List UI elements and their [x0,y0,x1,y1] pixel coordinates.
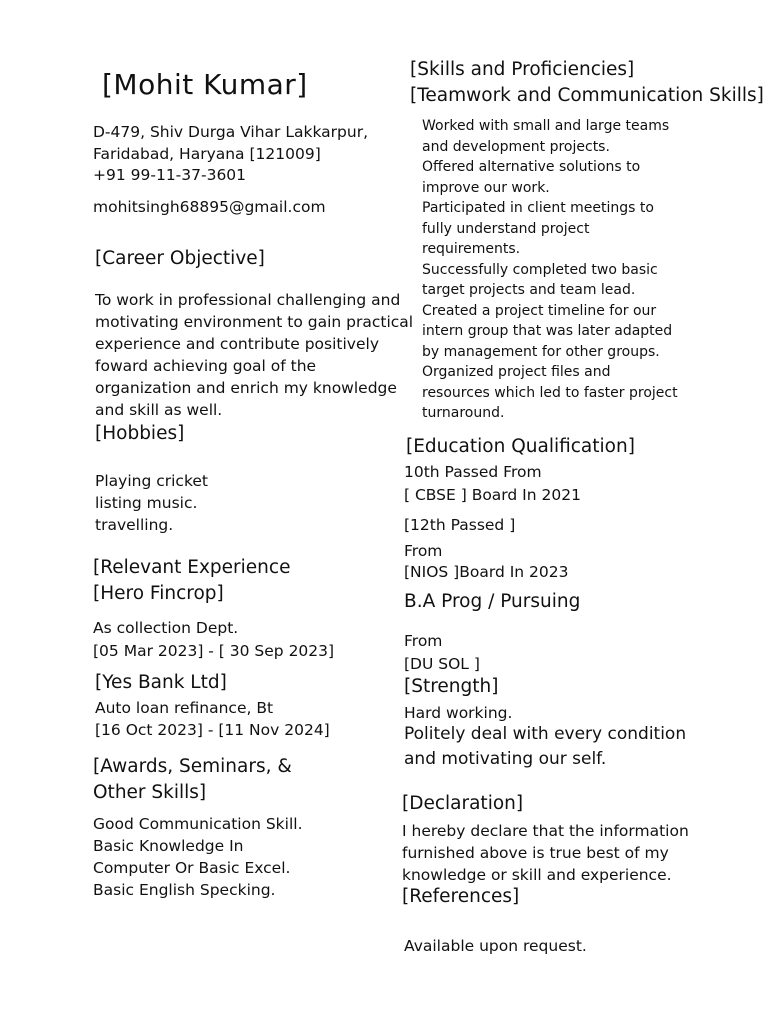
awards-heading: [Awards, Seminars, & [93,756,292,777]
skills-list [422,116,678,424]
education-10th-label: 10th Passed From [404,463,542,481]
skills-line: requirements. [422,241,521,257]
skills-line: intern group that was later adapted [422,323,673,339]
skills-line: resources which led to faster project [422,384,678,401]
award-item: Basic Knowledge In [93,837,244,855]
experience-role-1: As collection Dept. [93,619,239,637]
education-10th-board: [ CBSE ] Board In 2021 [404,486,581,504]
experience-dates-2: [16 Oct 2023] - [11 Nov 2024] [95,721,330,739]
address-line-1: D-479, Shiv Durga Vihar Lakkarpur, [93,123,368,141]
skills-line: Organized project files and [422,364,611,380]
education-12th-from: From [404,542,443,560]
hobby-item: listing music. [95,494,198,512]
career-objective-line: To work in professional challenging and [95,291,401,309]
career-objective-line: motivating environment to gain practical [95,313,414,331]
hobby-item: travelling. [95,516,174,534]
declaration-heading: [Declaration] [402,793,524,814]
award-item: Good Communication Skill. [93,815,303,833]
education-ba-label: B.A Prog / Pursuing [404,591,581,612]
experience-role-2: Auto loan refinance, Bt [95,699,274,717]
experience-dates-1: [05 Mar 2023] - [ 30 Sep 2023] [93,642,335,660]
education-12th-board: [NIOS ]Board In 2023 [404,563,569,581]
skills-line: Offered alternative solutions to [422,159,641,175]
strength-line-2: Politely deal with every condition [404,724,687,744]
teamwork-heading: [Teamwork and Communication Skills] [410,85,764,106]
skills-line: Created a project timeline for our [422,302,657,319]
career-objective-line: and skill as well. [95,401,223,419]
skills-line: Successfully completed two basic [422,261,658,278]
education-ba-from: From [404,632,443,650]
references-heading: [References] [402,886,520,907]
hobbies-list [95,470,208,536]
skills-line: Worked with small and large teams [422,118,670,134]
strength-line-1: Hard working. [404,704,513,722]
skills-line: target projects and team lead. [422,282,636,298]
career-objective-heading: [Career Objective] [95,248,265,269]
phone-number: +91 99-11-37-3601 [93,166,247,184]
award-item: Basic English Specking. [93,881,276,899]
hobbies-heading: [Hobbies] [95,423,185,444]
skills-line: turnaround. [422,405,505,421]
declaration-line: furnished above is true best of my [402,844,669,862]
address-line-2: Faridabad, Haryana [121009] [93,145,321,163]
declaration-text [402,820,689,886]
career-objective-text [95,289,413,421]
email-address: mohitsingh68895@gmail.com [93,198,326,216]
hobby-item: Playing cricket [95,472,208,490]
career-objective-line: experience and contribute positively [95,335,379,353]
experience-company-1: [Hero Fincrop] [93,583,224,604]
skills-line: and development projects. [422,138,610,155]
strength-line-3: and motivating our self. [404,749,607,769]
awards-heading-2: Other Skills] [93,782,207,803]
award-item: Computer Or Basic Excel. [93,859,291,877]
skills-heading: [Skills and Proficiencies] [410,59,635,80]
career-objective-line: foward achieving goal of the [95,357,317,375]
career-objective-line: organization and enrich my knowledge [95,379,397,397]
education-heading: [Education Qualification] [406,436,635,457]
skills-line: fully understand project [422,220,590,237]
candidate-name: [Mohit Kumar] [102,68,308,101]
experience-heading: [Relevant Experience [93,557,291,578]
skills-line: improve our work. [422,179,550,196]
experience-company-2: [Yes Bank Ltd] [95,672,227,693]
references-text: Available upon request. [404,937,587,955]
awards-list [93,813,303,901]
strength-heading: [Strength] [404,676,499,697]
education-12th-label: [12th Passed ] [404,516,516,534]
skills-line: Participated in client meetings to [422,200,654,216]
education-ba-university: [DU SOL ] [404,655,480,673]
declaration-line: I hereby declare that the information [402,822,689,840]
skills-line: by management for other groups. [422,343,660,360]
declaration-line: knowledge or skill and experience. [402,866,672,884]
